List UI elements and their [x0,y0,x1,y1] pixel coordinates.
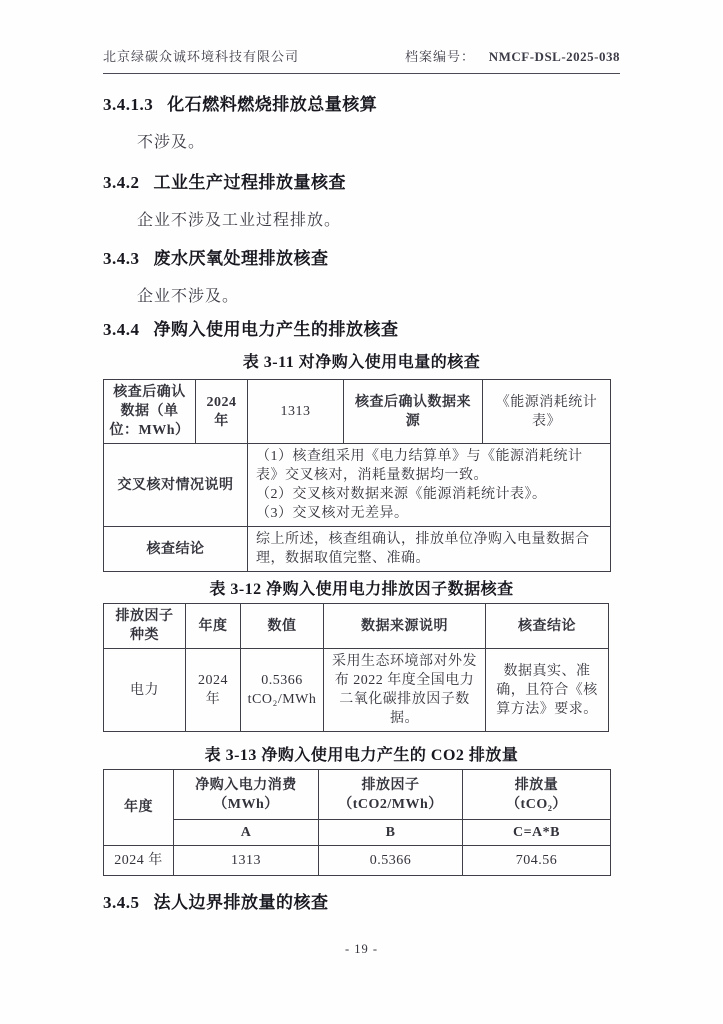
table-header-row [104,770,611,820]
cell-factor: 0.5366 [319,846,463,876]
header-cell-value: 数值 [241,604,324,649]
section-heading-3-4-4 [103,319,620,341]
table-cell-conclusion-text: 综上所述，核查组确认，排放单位净购入电量数据合理，数据取值完整、准确。 [248,527,611,572]
section-number: 3.4.1.3 [103,95,154,114]
header-line-2: （MWh） [213,796,279,812]
table-row [104,649,609,732]
formula-cell-a: A [174,820,319,846]
year-suffix: 年 [205,692,221,707]
section-title: 法人边界排放量的核查 [153,893,329,912]
header-line-2: （tCO2/MWh） [338,796,443,812]
section-paragraph: 企业不涉及。 [137,288,240,305]
factor-number: 0.5366 [261,673,303,688]
year-suffix: 年 [214,413,229,429]
header-line-1: 排放因子 [361,777,420,793]
table-cell-year [196,380,248,444]
table-row [104,527,611,572]
section-title: 工业生产过程排放量核查 [153,173,346,192]
factor-unit: tCO₂/MWh [247,692,317,707]
archive-number-label: 档案编号： [404,49,475,64]
section-title: 废水厌氧处理排放核查 [153,249,329,268]
cell-factor-type: 电力 [104,649,186,732]
archive-number-value: NMCF-DSL-2025-038 [488,49,620,64]
header-line-1: 排放量 [514,777,559,793]
table-cell-conclusion-label: 核查结论 [104,527,248,572]
year-value: 2024 [198,673,228,688]
header-cell-source: 数据来源说明 [324,604,486,649]
cell-factor-value [241,649,324,732]
section-title: 化石燃料燃烧排放总量核算 [167,95,378,114]
section-number: 3.4.5 [103,893,140,912]
table-formula-row [104,820,611,846]
table-3-12 [103,603,609,732]
section-heading-3-4-1-3 [103,94,620,116]
section-heading-3-4-2 [103,172,620,194]
page-header [103,0,620,74]
document-body [103,94,620,914]
cell-emission: 704.56 [463,846,611,876]
table-cell-confirmed-data-label: 核查后确认数据（单位：MWh） [104,380,196,444]
header-line-2: （tCO₂） [506,796,567,812]
page-number: - 19 - [344,942,379,956]
table-cell-data-source-label: 核查后确认数据来源 [344,380,483,444]
header-cell-factor-type: 排放因子种类 [104,604,186,649]
section-heading-3-4-3 [103,248,620,270]
formula-cell-c: C=A*B [463,820,611,846]
table-caption-3-11: 表 3-11 对净购入使用电量的核查 [242,354,481,371]
header-cell-factor [319,770,463,820]
section-number: 3.4.4 [103,320,140,339]
section-heading-3-4-5 [103,892,620,914]
table-header-row [104,604,609,649]
table-cell-crosscheck-label: 交叉核对情况说明 [104,444,248,527]
table-row [104,380,611,444]
crosscheck-line-1: （1）核查组采用《电力结算单》与《能源消耗统计表》交叉核对，消耗量数据均一致。 [256,449,583,483]
header-cell-emission [463,770,611,820]
table-caption-3-13: 表 3-13 净购入使用电力产生的 CO2 排放量 [204,747,519,764]
year-value: 2024 [206,394,237,410]
crosscheck-line-2: （2）交叉核对数据来源《能源消耗统计表》。 [256,487,547,502]
section-paragraph: 不涉及。 [137,134,206,151]
section-paragraph: 企业不涉及工业过程排放。 [137,212,342,229]
section-title: 净购入使用电力产生的排放核查 [153,320,399,339]
table-3-11 [103,379,611,572]
table-caption-3-12: 表 3-12 净购入使用电力排放因子数据核查 [209,581,514,598]
header-cell-consumption [174,770,319,820]
section-number: 3.4.2 [103,173,140,192]
header-cell-conclusion: 核查结论 [486,604,609,649]
table-cell-data-source-value: 《能源消耗统计表》 [483,380,611,444]
cell-factor-conclusion: 数据真实、准确，且符合《核算方法》要求。 [486,649,609,732]
header-row [103,46,620,74]
table-row [104,846,611,876]
formula-cell-b: B [319,820,463,846]
table-row [104,444,611,527]
section-number: 3.4.3 [103,249,140,268]
table-cell-electricity-amount: 1313 [248,380,344,444]
header-cell-year: 年度 [104,770,174,846]
table-cell-crosscheck-detail [248,444,611,527]
cell-consumption: 1313 [174,846,319,876]
archive-number [405,46,620,65]
company-name: 北京绿碳众诚环境科技有限公司 [103,49,300,64]
cell-year: 2024 年 [104,846,174,876]
table-3-13 [103,769,611,876]
crosscheck-line-3: （3）交叉核对无差异。 [256,506,409,521]
header-line-1: 净购入电力消费 [195,777,297,793]
header-cell-year: 年度 [186,604,241,649]
cell-factor-source: 采用生态环境部对外发布 2022 年度全国电力二氧化碳排放因子数据。 [324,649,486,732]
cell-year [186,649,241,732]
